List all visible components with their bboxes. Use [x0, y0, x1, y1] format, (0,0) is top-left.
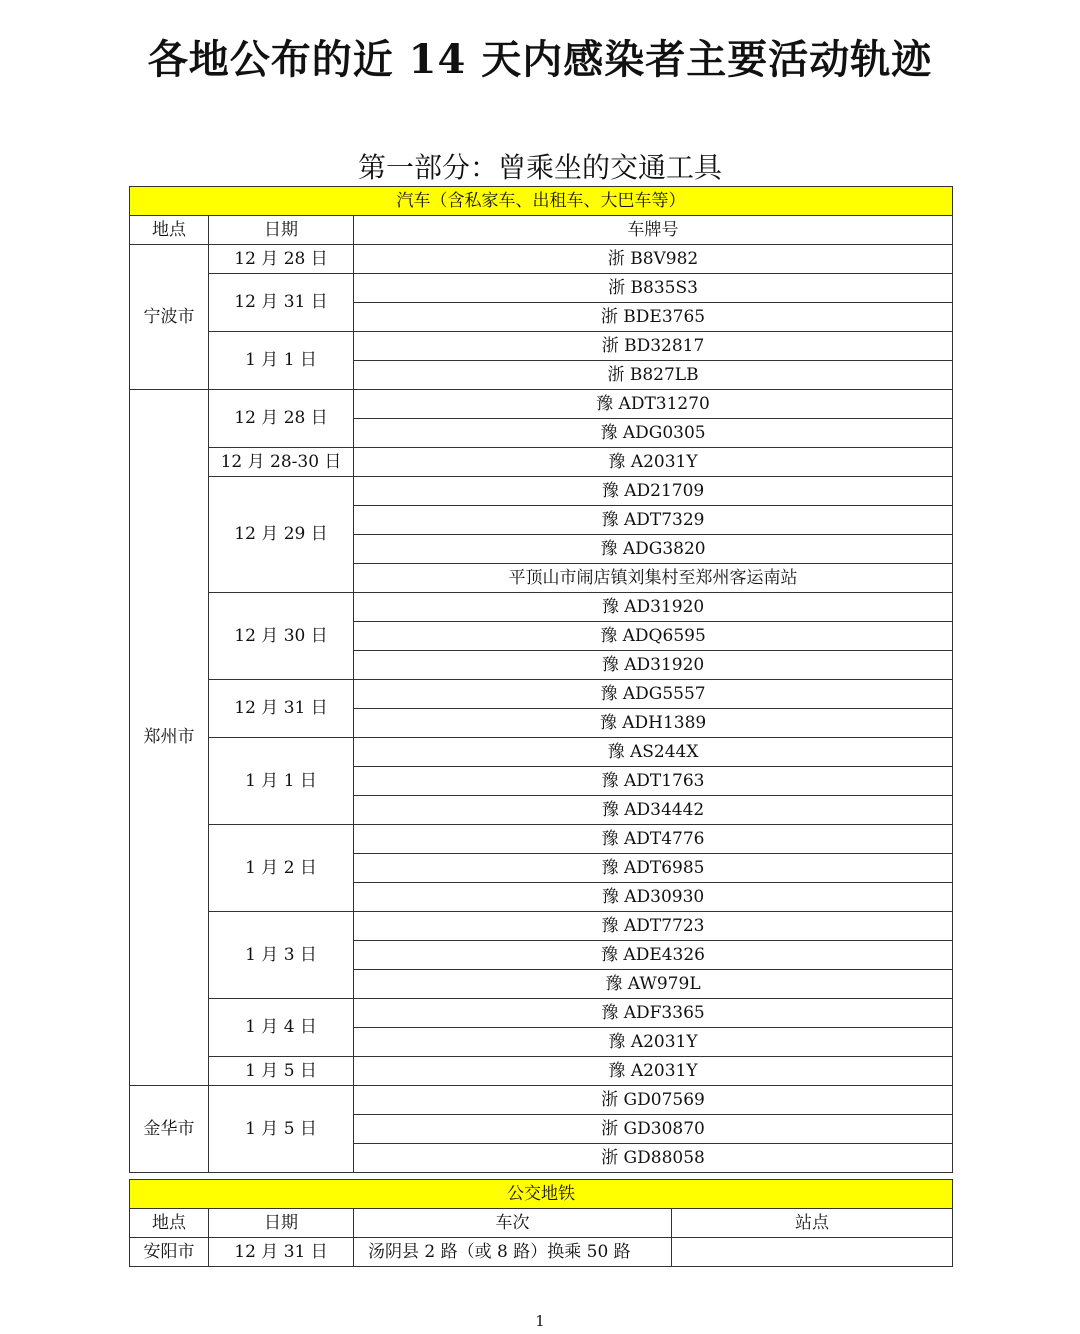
bus-column-header: 站点 — [672, 1209, 953, 1238]
car-plate-cell: 豫 ADG3820 — [354, 535, 953, 564]
car-date-cell: 1 月 2 日 — [209, 825, 354, 912]
car-date-cell: 12 月 28 日 — [209, 245, 354, 274]
car-plate-cell: 豫 ADH1389 — [354, 709, 953, 738]
bus-column-header: 地点 — [130, 1209, 209, 1238]
car-plate-cell: 豫 AD21709 — [354, 477, 953, 506]
car-plate-cell: 浙 B827LB — [354, 361, 953, 390]
car-plate-cell: 浙 BDE3765 — [354, 303, 953, 332]
bus-section-header: 公交地铁 — [130, 1180, 953, 1209]
car-plate-cell: 浙 GD07569 — [354, 1086, 953, 1115]
car-row — [130, 825, 953, 854]
bus-location-cell: 安阳市 — [130, 1238, 209, 1267]
car-row — [130, 245, 953, 274]
car-date-cell: 12 月 28 日 — [209, 390, 354, 448]
car-row — [130, 332, 953, 361]
car-row — [130, 448, 953, 477]
car-plate-cell: 豫 AD31920 — [354, 593, 953, 622]
car-row — [130, 390, 953, 419]
car-plate-cell: 平顶山市闹店镇刘集村至郑州客运南站 — [354, 564, 953, 593]
car-location-cell: 宁波市 — [130, 245, 209, 390]
car-column-header: 车牌号 — [354, 216, 953, 245]
car-plate-cell: 豫 AD34442 — [354, 796, 953, 825]
car-row — [130, 1086, 953, 1115]
car-plate-cell: 豫 A2031Y — [354, 1028, 953, 1057]
car-date-cell: 1 月 1 日 — [209, 738, 354, 825]
car-date-cell: 12 月 29 日 — [209, 477, 354, 593]
page-title: 各地公布的近 14 天内感染者主要活动轨迹 — [147, 36, 933, 83]
bus-section-header-row — [130, 1180, 953, 1209]
car-date-cell: 12 月 30 日 — [209, 593, 354, 680]
car-plate-cell: 豫 ADG0305 — [354, 419, 953, 448]
car-row — [130, 1057, 953, 1086]
car-plate-cell: 豫 AD30930 — [354, 883, 953, 912]
car-date-cell: 12 月 31 日 — [209, 680, 354, 738]
car-plate-cell: 浙 BD32817 — [354, 332, 953, 361]
car-plate-cell: 豫 A2031Y — [354, 1057, 953, 1086]
car-plate-cell: 豫 A2031Y — [354, 448, 953, 477]
car-plate-cell: 豫 ADF3365 — [354, 999, 953, 1028]
car-row — [130, 274, 953, 303]
car-plate-cell: 豫 ADE4326 — [354, 941, 953, 970]
car-column-header: 地点 — [130, 216, 209, 245]
car-plate-cell: 豫 ADT31270 — [354, 390, 953, 419]
car-row — [130, 912, 953, 941]
car-date-cell: 1 月 4 日 — [209, 999, 354, 1057]
car-plate-cell: 浙 B835S3 — [354, 274, 953, 303]
car-plate-cell: 浙 B8V982 — [354, 245, 953, 274]
car-date-cell: 1 月 3 日 — [209, 912, 354, 999]
car-plate-cell: 豫 ADT7329 — [354, 506, 953, 535]
car-plate-cell: 豫 ADT7723 — [354, 912, 953, 941]
car-row — [130, 477, 953, 506]
bus-column-header: 日期 — [209, 1209, 354, 1238]
bus-table — [129, 1179, 953, 1267]
car-date-cell: 1 月 5 日 — [209, 1057, 354, 1086]
car-date-cell: 12 月 31 日 — [209, 274, 354, 332]
car-plate-cell: 豫 ADT6985 — [354, 854, 953, 883]
bus-row — [130, 1238, 953, 1267]
car-plate-cell: 豫 ADQ6595 — [354, 622, 953, 651]
car-column-header: 日期 — [209, 216, 354, 245]
car-section-header-row — [130, 187, 953, 216]
car-date-cell: 12 月 28-30 日 — [209, 448, 354, 477]
car-plate-cell: 浙 GD88058 — [354, 1144, 953, 1173]
car-plate-cell: 豫 ADT1763 — [354, 767, 953, 796]
car-plate-cell: 豫 AW979L — [354, 970, 953, 999]
car-row — [130, 738, 953, 767]
section-subtitle: 第一部分：曾乘坐的交通工具 — [357, 151, 722, 184]
car-column-header-row — [130, 216, 953, 245]
car-section-header: 汽车（含私家车、出租车、大巴车等） — [130, 187, 953, 216]
car-plate-cell: 豫 ADT4776 — [354, 825, 953, 854]
car-row — [130, 593, 953, 622]
car-plate-cell: 豫 ADG5557 — [354, 680, 953, 709]
bus-date-cell: 12 月 31 日 — [209, 1238, 354, 1267]
bus-route-cell: 汤阴县 2 路（或 8 路）换乘 50 路 — [354, 1238, 672, 1267]
car-location-cell: 金华市 — [130, 1086, 209, 1173]
car-table — [129, 186, 953, 1173]
bus-column-header: 车次 — [354, 1209, 672, 1238]
bus-stop-cell — [672, 1238, 953, 1267]
page-number: 1 — [535, 1312, 545, 1330]
car-row — [130, 999, 953, 1028]
car-date-cell: 1 月 5 日 — [209, 1086, 354, 1173]
car-row — [130, 680, 953, 709]
car-plate-cell: 浙 GD30870 — [354, 1115, 953, 1144]
car-plate-cell: 豫 AS244X — [354, 738, 953, 767]
car-plate-cell: 豫 AD31920 — [354, 651, 953, 680]
car-location-cell: 郑州市 — [130, 390, 209, 1086]
car-date-cell: 1 月 1 日 — [209, 332, 354, 390]
bus-column-header-row — [130, 1209, 953, 1238]
